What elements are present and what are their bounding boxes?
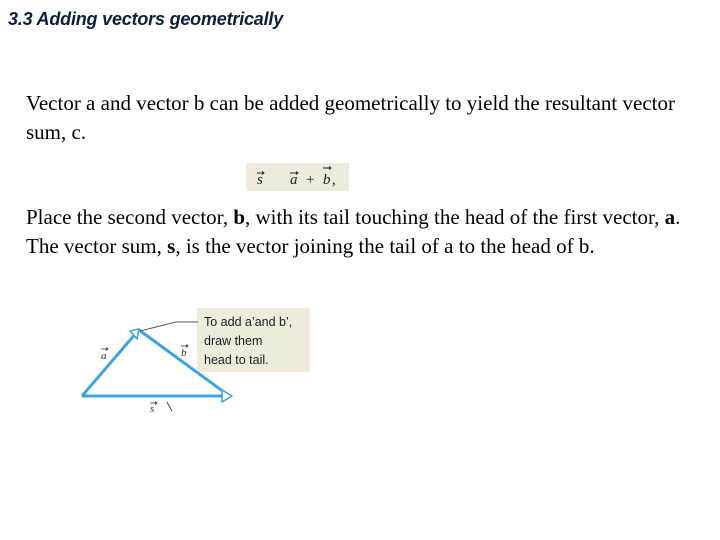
equation-box [246,163,349,191]
caption-line-2: draw them [204,334,263,348]
p2-text-4: , is the vector joining the tail of a to the head of b. [175,234,595,258]
vector-a-arrow [82,332,137,396]
slide-title: 3.3 Adding vectors geometrically [8,9,284,29]
vector-sum-equation [246,163,349,191]
caption-leader-line [140,322,198,331]
label-s: s [150,403,155,415]
p2-text-3: . The vector sum, [26,205,681,258]
vector-s-head [222,390,232,402]
vector-arrows-icon [257,167,331,175]
label-a: a [101,350,107,362]
p2-bold-b: b [233,205,246,229]
eq-comma: , [332,172,336,188]
instruction-paragraph [26,203,696,261]
caption-line-1: To add a’and b’, [204,315,293,329]
p2-text-2: , with its tail touching the head of the first vector, [245,205,665,229]
eq-a: a [290,172,298,188]
p2-bold-a: a [664,205,676,229]
caption-line-3: head to tail. [204,353,269,367]
p2-text-1: Place the second vector, [26,205,234,229]
vector-triangle-diagram [78,304,318,424]
intro-paragraph: Vector a and vector b can be added geometrically to yield the resultant vector sum, c. [26,91,675,144]
eq-plus: + [306,172,315,188]
eq-s: s [257,172,263,188]
eq-b: b [323,172,331,188]
vector-b-arrow [139,330,224,392]
label-b: b [181,347,187,359]
p2-bold-s: s [167,234,176,258]
